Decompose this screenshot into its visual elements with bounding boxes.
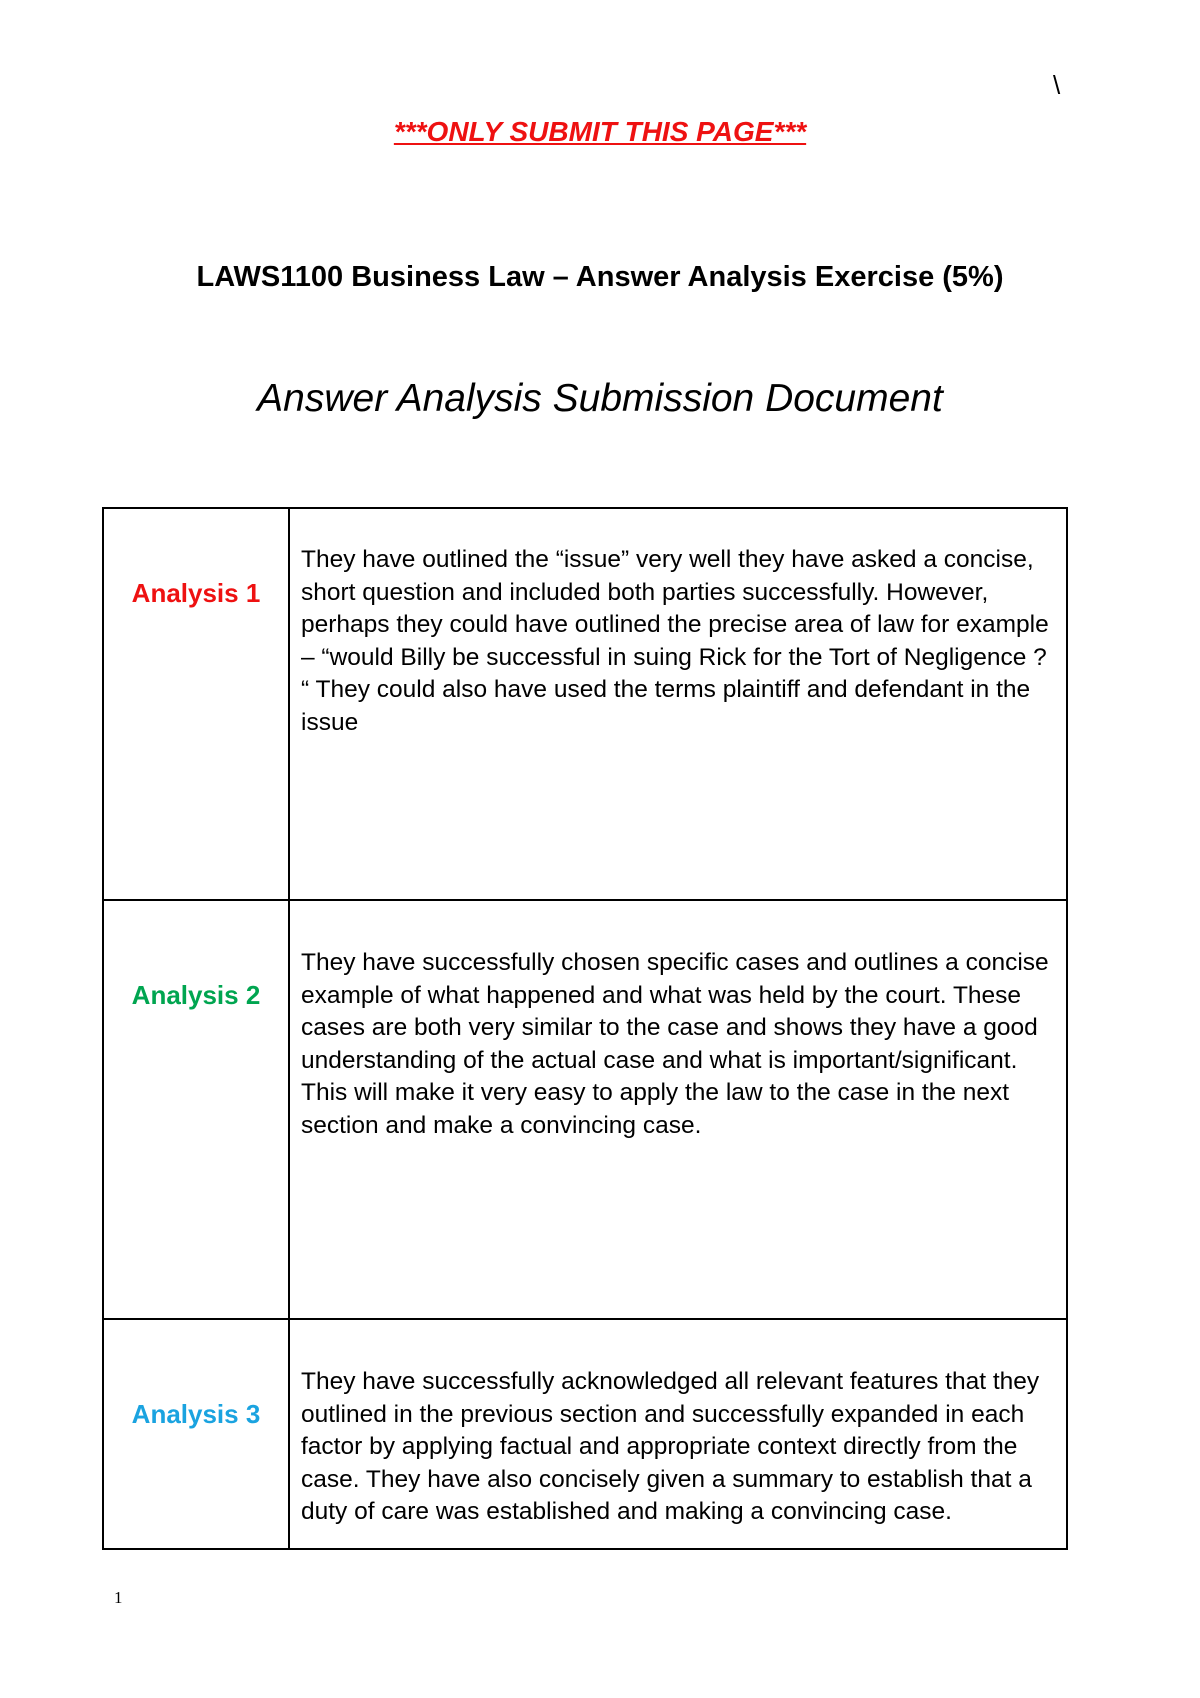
document-title: LAWS1100 Business Law – Answer Analysis Exercise (5%) bbox=[196, 261, 1004, 293]
page-number: 1 bbox=[114, 1588, 123, 1607]
analysis-1-text: They have outlined the “issue” very well they have asked a concise, short question and included both parties successfully. However, perhaps they could have outlined the precise area of law for example – “would Billy be successful in suing Rick for the Tort of Negligence ? “ They could also have used the terms plaintiff and defendant in the issue bbox=[301, 546, 1049, 736]
analysis-row-1 bbox=[103, 508, 1067, 900]
analysis-table bbox=[102, 507, 1068, 1550]
document-subtitle: Answer Analysis Submission Document bbox=[257, 377, 943, 420]
analysis-text-cell bbox=[289, 508, 1067, 900]
analysis-label-cell bbox=[103, 900, 289, 1319]
analysis-row-3 bbox=[103, 1319, 1067, 1549]
analysis-1-label: Analysis 1 bbox=[131, 578, 261, 608]
analysis-3-text: They have successfully acknowledged all relevant features that they outlined in the previous section and successfully expanded in each factor by applying factual and appropriate context directly from the case. They have also concisely given a summary to establish that a duty of care was established and making a convincing case. bbox=[301, 1368, 1040, 1525]
analysis-label-cell bbox=[103, 508, 289, 900]
analysis-text-cell bbox=[289, 1319, 1067, 1549]
analysis-label-cell bbox=[103, 1319, 289, 1549]
analysis-2-label: Analysis 2 bbox=[131, 980, 261, 1010]
analysis-3-label: Analysis 3 bbox=[131, 1399, 261, 1429]
analysis-row-2 bbox=[103, 900, 1067, 1319]
submit-notice: ***ONLY SUBMIT THIS PAGE*** bbox=[393, 116, 807, 147]
analysis-text-cell bbox=[289, 900, 1067, 1319]
analysis-2-text: They have successfully chosen specific cases and outlines a concise example of what happened and what was held by the court. These cases are both very similar to the case and shows they have a good understanding of the actual case and what is important/significant. This will make it very easy to apply the law to the case in the next section and make a convincing case. bbox=[301, 949, 1049, 1139]
corner-mark: \ bbox=[1053, 70, 1061, 100]
